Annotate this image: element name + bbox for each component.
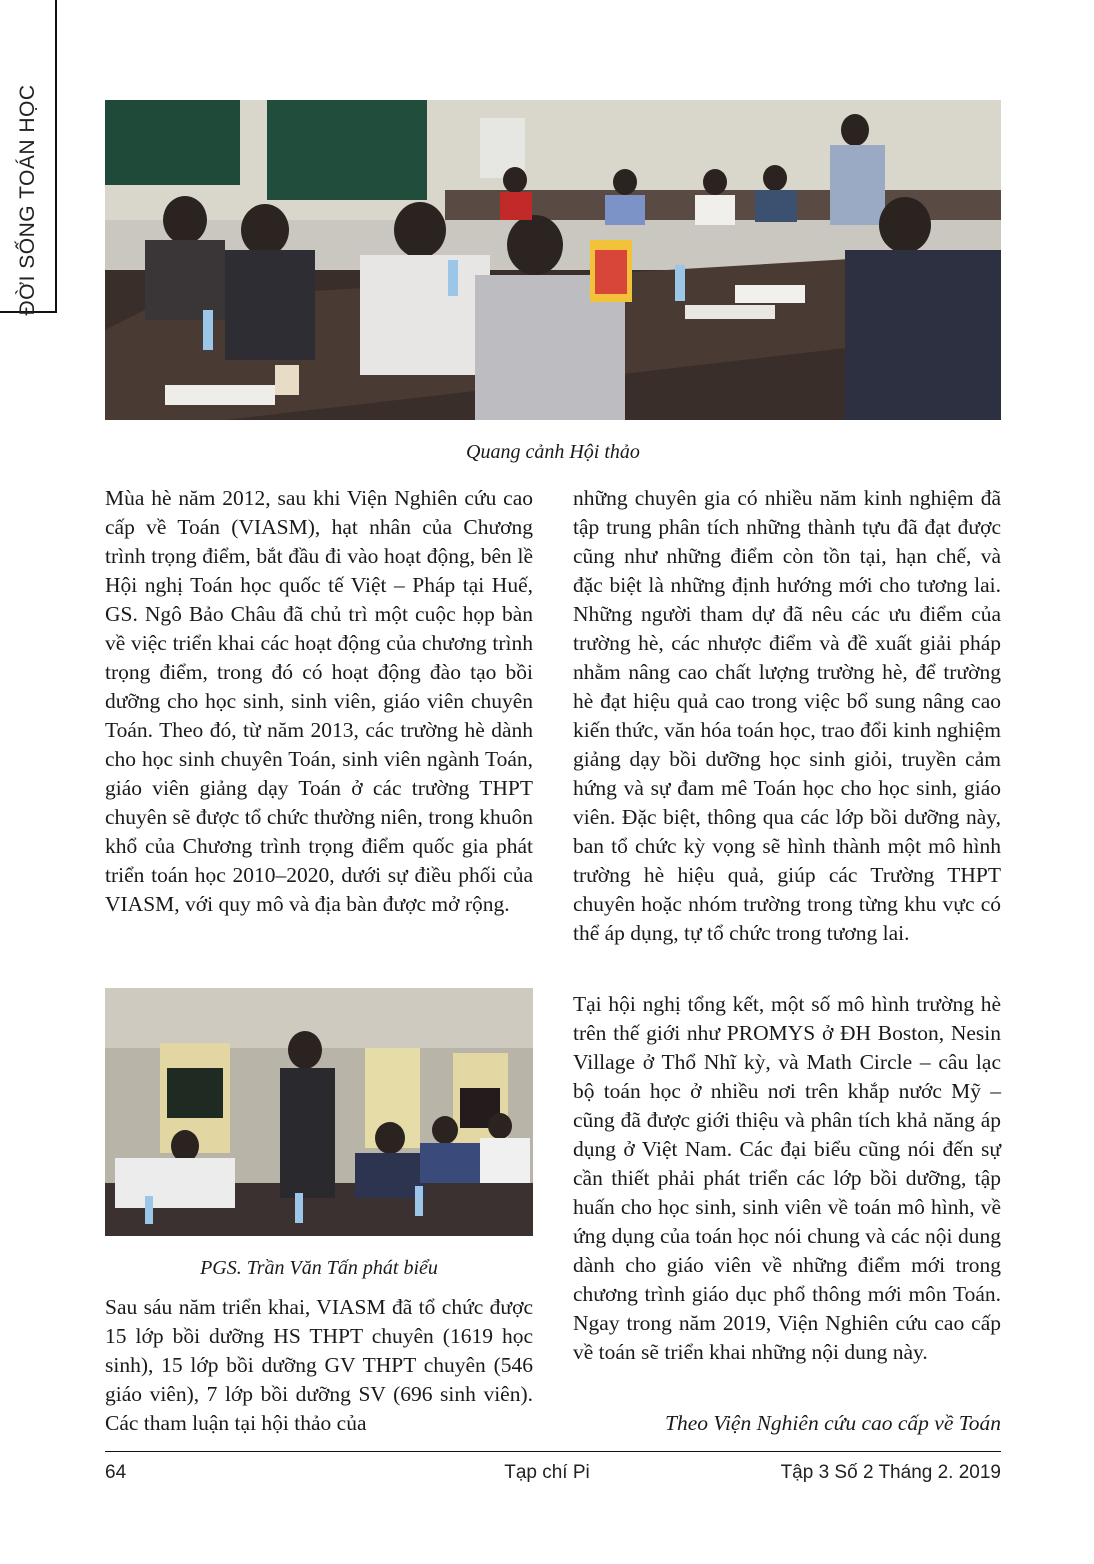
paragraph-models: Tại hội nghị tổng kết, một số mô hình trường hè trên thế giới như PROMYS ở ĐH Boston, Nesin Village ở Thổ Nhĩ kỳ, và Math Circle – câu lạc bộ toán học ở nhiều nơi trên khắp nước Mỹ – cũng đã được giới thiệu và phân tích khả năng áp dụng ở Việt Nam. Các đại biểu cũng nói đến sự cần thiết phải phát triển các lớp bồi dưỡng, tập huấn cho học sinh, sinh viên về toán mô hình, về ứng dụng của toán học nói chung và các nội dung dành cho giáo viên về những điểm mới trong chương trình giáo dục phổ thông mới môn Toán. Ngay trong năm 2019, Viện Nghiên cứu cao cấp về toán sẽ triển khai những nội dung này. — [573, 992, 1001, 1364]
figure1-caption: Quang cảnh Hội thảo — [466, 441, 640, 463]
conference-photo — [105, 100, 1001, 420]
speaker-photo — [105, 988, 533, 1236]
journal-name: Tạp chí Pi — [504, 1462, 590, 1483]
figure2-caption: PGS. Trần Văn Tấn phát biểu — [200, 1257, 438, 1279]
footer-rule — [105, 1451, 1001, 1452]
page-number: 64 — [105, 1462, 127, 1483]
issue-info: Tập 3 Số 2 Tháng 2. 2019 — [780, 1462, 1001, 1483]
paragraph-experts: những chuyên gia có nhiều năm kinh nghiệm đã tập trung phân tích những thành tựu đã đạt được cũng như những điểm còn tồn tại, hạn chế, và đặc biệt là những định hướng mới cho tương lai. Những người tham dự đã nêu các ưu điểm của trường hè, các nhược điểm và đề xuất giải pháp nhằm nâng cao chất lượng trường hè, để trường hè đạt hiệu quả cao trong việc bổ sung nâng cao kiến thức, văn hóa toán học, trao đổi kinh nghiệm giảng dạy bồi dưỡng học sinh giỏi, truyền cảm hứng và sự đam mê Toán học cho học sinh, giáo viên. Đặc biệt, thông qua các lớp bồi dưỡng này, ban tổ chức kỳ vọng sẽ hình thành một mô hình trường hè hiệu quả, giúp các Trường THPT chuyên hoặc nhóm trường trong từng khu vực có thể áp dụng, tự tổ chức trong tương lai. — [573, 486, 1001, 945]
section-label: ĐỜI SỐNG TOÁN HỌC — [16, 84, 39, 316]
source-credit: Theo Viện Nghiên cứu cao cấp về Toán — [665, 1411, 1001, 1435]
side-rule — [55, 0, 57, 313]
paragraph-results: Sau sáu năm triển khai, VIASM đã tổ chức được 15 lớp bồi dưỡng HS THPT chuyên (1619 học sinh), 15 lớp bồi dưỡng GV THPT chuyên (546 giáo viên), 7 lớp bồi dưỡng SV (696 sinh viên). Các tham luận tại hội thảo của — [105, 1295, 533, 1435]
paragraph-intro: Mùa hè năm 2012, sau khi Viện Nghiên cứu cao cấp về Toán (VIASM), hạt nhân của Chương trình trọng điểm, bắt đầu đi vào hoạt động, bên lề Hội nghị Toán học quốc tế Việt – Pháp tại Huế, GS. Ngô Bảo Châu đã chủ trì một cuộc họp bàn về việc triển khai các hoạt động của chương trình trọng điểm, trong đó có hoạt động đào tạo bồi dưỡng cho học sinh, sinh viên, giáo viên chuyên Toán. Theo đó, từ năm 2013, các trường hè dành cho học sinh chuyên Toán, sinh viên ngành Toán, giáo viên giảng dạy Toán ở các trường THPT chuyên sẽ được tổ chức thường niên, trong khuôn khổ của Chương trình trọng điểm quốc gia phát triển toán học 2010–2020, dưới sự điều phối của VIASM, với quy mô và địa bàn được mở rộng. — [105, 486, 533, 916]
